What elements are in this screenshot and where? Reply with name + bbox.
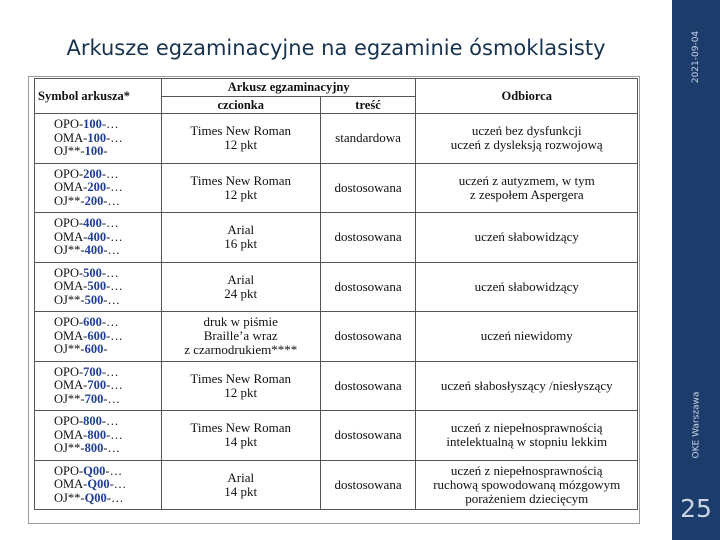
sheet-code-part: -… [106, 180, 123, 194]
sheet-code-number: 100 [87, 130, 107, 145]
recipient-cell [416, 312, 638, 362]
content-cell: dostosowana [320, 213, 416, 263]
sheet-code-number: 500 [87, 279, 107, 293]
sheet-code [54, 280, 161, 294]
sheet-code [54, 316, 161, 330]
recipient-cell [416, 460, 638, 510]
table-row [35, 262, 638, 312]
sheet-code [54, 145, 161, 159]
sheet-code [54, 415, 161, 429]
sheet-code-part: - [103, 342, 108, 356]
font-line: 24 pkt [224, 285, 258, 301]
font-line: Times New Roman [190, 172, 292, 188]
sheet-code-part: -… [103, 391, 120, 406]
sheet-code-part: OJ**- [54, 342, 85, 356]
recipient-line: uczeń z dysleksją rozwojową [450, 137, 603, 153]
recipient-line: z zespołem Aspergera [469, 186, 584, 202]
sheet-code-number: 800 [83, 414, 102, 428]
organization-label: OKE Warszawa [691, 391, 702, 459]
page-number: 25 [680, 494, 712, 523]
sheet-symbol-cell [35, 312, 162, 362]
recipient-line: ruchową spowodowaną mózgowym [433, 476, 621, 492]
font-line: 14 pkt [224, 483, 258, 499]
font-line: Arial [227, 222, 255, 238]
sheet-code [54, 343, 161, 357]
sheet-code-part: OPO- [54, 414, 84, 428]
content-cell: dostosowana [320, 411, 416, 461]
recipient-line: uczeń bez dysfunkcji [471, 123, 582, 139]
sheet-code-part: OJ**- [54, 441, 85, 455]
sheet-code [54, 118, 161, 132]
sheet-code-number: 200 [83, 166, 102, 181]
sheet-code-part: OMA- [54, 328, 88, 343]
sheet-symbol-cell [35, 114, 162, 164]
sheet-code [54, 366, 161, 380]
content-cell: dostosowana [320, 262, 416, 312]
slide-date-wrap [683, 22, 709, 92]
sheet-code-part: OPO- [54, 315, 84, 329]
sheet-code-part: -… [103, 292, 120, 307]
font-line: Arial [227, 271, 255, 287]
sheet-code [54, 330, 161, 344]
content-cell: dostosowana [320, 163, 416, 213]
sheet-code-number: 200 [84, 193, 104, 208]
font-line: 12 pkt [224, 384, 258, 400]
table-row [35, 411, 638, 461]
sheet-code-part: -… [106, 279, 123, 293]
sheet-code-part: OPO- [54, 216, 84, 230]
sheet-code-part: OJ**- [54, 243, 85, 257]
font-line: 12 pkt [224, 186, 258, 202]
sheet-code-part: OMA- [54, 427, 88, 442]
font-cell [161, 460, 320, 510]
font-cell [161, 411, 320, 461]
font-line: Braille’a wraz [203, 328, 278, 344]
sheet-code-part: OPO- [54, 117, 84, 131]
sheet-code-part: OMA- [54, 130, 88, 145]
content-cell: dostosowana [320, 361, 416, 411]
sheet-code-number: 200 [87, 180, 107, 194]
sheet-code-part: -… [103, 441, 120, 455]
sheet-code-part: -… [106, 427, 123, 442]
recipient-line: uczeń z niepełnosprawnością [450, 462, 603, 478]
sheet-code [54, 267, 161, 281]
recipient-line: intelektualną w stopniu lekkim [446, 434, 608, 450]
sheet-code-part: OPO- [54, 463, 84, 478]
recipient-cell [416, 411, 638, 461]
sheet-code-part: -… [109, 477, 127, 491]
font-cell [161, 163, 320, 213]
sheet-code-number: Q00 [87, 477, 110, 491]
font-cell [161, 213, 320, 263]
recipient-line: uczeń słabowidzący [474, 229, 579, 245]
sheet-code-number: 500 [83, 265, 102, 280]
sheet-code-number: 700 [83, 364, 102, 379]
content-cell: standardowa [320, 114, 416, 164]
sheet-code-part: -… [101, 364, 119, 379]
sheet-code-part: OJ**- [54, 490, 85, 505]
sheet-code-part: -… [103, 193, 120, 208]
sheet-code-part: OPO- [54, 265, 84, 280]
sheet-code-part: OMA- [54, 378, 88, 392]
sheet-code-number: 600 [84, 342, 104, 356]
sheet-code-part: -… [101, 265, 119, 280]
recipient-cell [416, 262, 638, 312]
font-line: Arial [227, 469, 255, 485]
font-line: z czarnodrukiem**** [184, 342, 298, 358]
sheet-code-number: 800 [84, 441, 104, 455]
header-recipient: Odbiorca [416, 79, 638, 114]
sheet-code [54, 294, 161, 308]
sheet-symbol-cell [35, 163, 162, 213]
sheet-code-number: 400 [83, 216, 102, 230]
sheet-code-number: 400 [87, 229, 107, 244]
table-row [35, 312, 638, 362]
sheet-symbol-cell [35, 361, 162, 411]
sheet-code-number: 500 [84, 292, 104, 307]
sheet-code [54, 429, 161, 443]
sheet-code [54, 492, 161, 506]
sheet-code [54, 217, 161, 231]
sheet-code-number: 600 [87, 328, 107, 343]
document-image [28, 76, 640, 524]
font-line: druk w piśmie [203, 314, 278, 330]
sheet-code [54, 132, 161, 146]
table-row [35, 213, 638, 263]
organization-wrap [683, 385, 709, 465]
sheet-code [54, 195, 161, 209]
sheet-code-part: -… [106, 490, 124, 505]
sheet-symbol-cell [35, 460, 162, 510]
sheet-code [54, 168, 161, 182]
sheet-symbol-cell [35, 411, 162, 461]
sheet-code-part: -… [101, 414, 119, 428]
sheet-code-number: 600 [83, 315, 102, 329]
table-row [35, 361, 638, 411]
recipient-line: uczeń niewidomy [480, 328, 573, 344]
sheet-code-part: -… [106, 378, 123, 392]
sheet-code-part: OJ**- [54, 391, 85, 406]
sheet-code [54, 393, 161, 407]
font-line: 12 pkt [224, 137, 258, 153]
sheet-code [54, 244, 161, 258]
sheet-code [54, 231, 161, 245]
sheet-code-number: 100 [83, 117, 102, 131]
sheet-code-part: OMA- [54, 180, 88, 194]
table-row [35, 460, 638, 510]
font-cell [161, 312, 320, 362]
font-line: Times New Roman [190, 420, 292, 436]
recipient-line: uczeń z niepełnosprawnością [450, 420, 603, 436]
sheet-code [54, 478, 161, 492]
sheet-code-number: 400 [84, 243, 104, 257]
sheet-code-part: OJ**- [54, 193, 85, 208]
sheet-code-part: -… [101, 315, 119, 329]
sheet-code-part: OJ**- [54, 292, 85, 307]
sheet-code-number: Q00 [83, 463, 106, 478]
content-cell: dostosowana [320, 312, 416, 362]
sheet-code-number: 700 [87, 378, 107, 392]
recipient-cell [416, 213, 638, 263]
sheet-code [54, 181, 161, 195]
sheet-code-part: OPO- [54, 166, 84, 181]
sheet-code-part: -… [105, 463, 123, 478]
sheet-code-number: Q00 [84, 490, 107, 505]
recipient-line: uczeń z autyzmem, w tym [458, 172, 595, 188]
font-line: Times New Roman [190, 370, 292, 386]
sheet-code-part: -… [106, 130, 123, 145]
header-font: czcionka [161, 97, 320, 114]
recipient-cell [416, 163, 638, 213]
sheet-code-part: OPO- [54, 364, 84, 379]
sheet-code-part: OMA- [54, 477, 88, 491]
table-row [35, 163, 638, 213]
sheet-code-part: OMA- [54, 279, 88, 293]
recipient-cell [416, 361, 638, 411]
header-symbol: Symbol arkusza* [35, 79, 162, 114]
sheet-code-part: - [103, 144, 108, 158]
sheets-table [34, 78, 638, 510]
sheet-code-number: 700 [84, 391, 104, 406]
sheet-code [54, 465, 161, 479]
recipient-cell [416, 114, 638, 164]
sheet-code-part: OMA- [54, 229, 88, 244]
font-line: 14 pkt [224, 434, 258, 450]
recipient-line: uczeń słabowidzący [474, 278, 579, 294]
sheet-code-part: -… [101, 117, 119, 131]
sheet-symbol-cell [35, 262, 162, 312]
sheet-code-part: -… [106, 229, 123, 244]
sheet-code-part: -… [106, 328, 123, 343]
slide-date: 2021-09-04 [691, 30, 701, 84]
sheet-code-number: 800 [87, 427, 107, 442]
header-content: treść [320, 97, 416, 114]
sheet-code-part: -… [103, 243, 120, 257]
font-cell [161, 361, 320, 411]
slide-title: Arkusze egzaminacyjne na egzaminie ósmoklasisty [66, 36, 606, 60]
font-line: 16 pkt [224, 236, 258, 252]
font-cell [161, 114, 320, 164]
sheet-code-part: -… [101, 166, 119, 181]
sheet-code [54, 379, 161, 393]
sheet-code-number: 100 [84, 144, 104, 158]
sheet-symbol-cell [35, 213, 162, 263]
font-line: Times New Roman [190, 123, 292, 139]
header-sheet: Arkusz egzaminacyjny [161, 79, 416, 97]
sheet-code [54, 442, 161, 456]
table-row [35, 114, 638, 164]
recipient-line: uczeń słabosłyszący /niesłyszący [440, 377, 613, 393]
sheet-code-part: OJ**- [54, 144, 85, 158]
content-cell: dostosowana [320, 460, 416, 510]
font-cell [161, 262, 320, 312]
recipient-line: porażeniem dziecięcym [465, 490, 589, 506]
sheet-code-part: -… [101, 216, 119, 230]
